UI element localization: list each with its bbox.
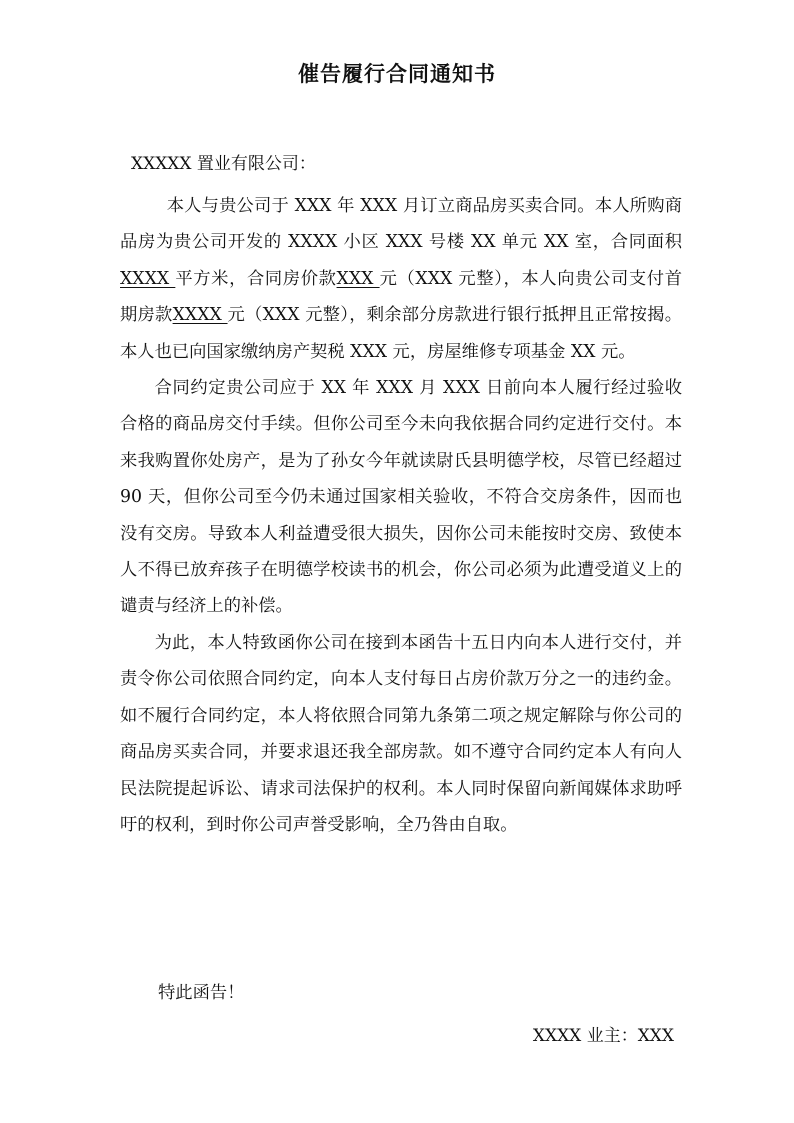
contract-price: XXX: [336, 268, 380, 289]
paragraph-demand: 为此，本人特致函你公司在接到本函告十五日内向本人进行交付，并责令你公司依照合同约定，向本人支付每日占房价款万分之一的违约金。如不履行合同约定，本人将依照合同第九条第二项之规定解除与你公司的商品房买卖合同，并要求退还我全部房款。如不遵守合同约定本人有向人民法院提起诉讼、请求司法保护的权利。本人同时保留向新闻媒体求助呼吁的权利，到时你公司声誉受影响，全乃咎由自取。: [120, 632, 682, 835]
signature: XXXX 业主：XXX: [532, 1026, 674, 1046]
salutation: XXXXX 置业有限公司：: [131, 154, 316, 174]
paragraph-breach: 合同约定贵公司应于 XX 年 XXX 月 XXX 日前向本人履行经过验收合格的商品房交付手续。但你公司至今未向我依据合同约定进行交付。本来我购置你处房产，是为了孙女今年就读尉氏县明德学校，尽管已经超过 90 天，但你公司至今仍未通过国家相关验收，不符合交房条件，因而也没有交房。导致本人利益遭受很大损失，因你公司未能按时交房、致使本人不得已放弃孩子在明德学校读书的机会，你公司必须为此遭受道义上的谴责与经济上的补偿。: [120, 378, 682, 617]
document-title: 催告履行合同通知书: [298, 61, 496, 86]
contract-text-3: 元（XXX 元整），本人向贵公司支付首期房款: [120, 268, 682, 326]
paragraph-contract-details: [120, 188, 682, 370]
contract-text-1: 本人与贵公司于 XXX 年 XXX 月订立商品房买卖合同。本人所购商品房为贵公司开发的 XXXX 小区 XXX 号楼 XX 单元 XX 室，合同面积: [120, 196, 682, 253]
contract-text-2: 平方米，合同房价款: [175, 268, 337, 289]
closing-line: 特此函告！: [158, 983, 245, 1003]
contract-text-4: 元（XXX 元整），剩余部分房款进行银行抵押且正常按揭。本人也已向国家缴纳房产契税 XXX 元，房屋维修专项基金 XX 元。: [120, 305, 682, 362]
document-body: [120, 188, 682, 843]
down-payment: XXXX: [172, 305, 228, 326]
contract-area: XXXX: [120, 268, 176, 289]
